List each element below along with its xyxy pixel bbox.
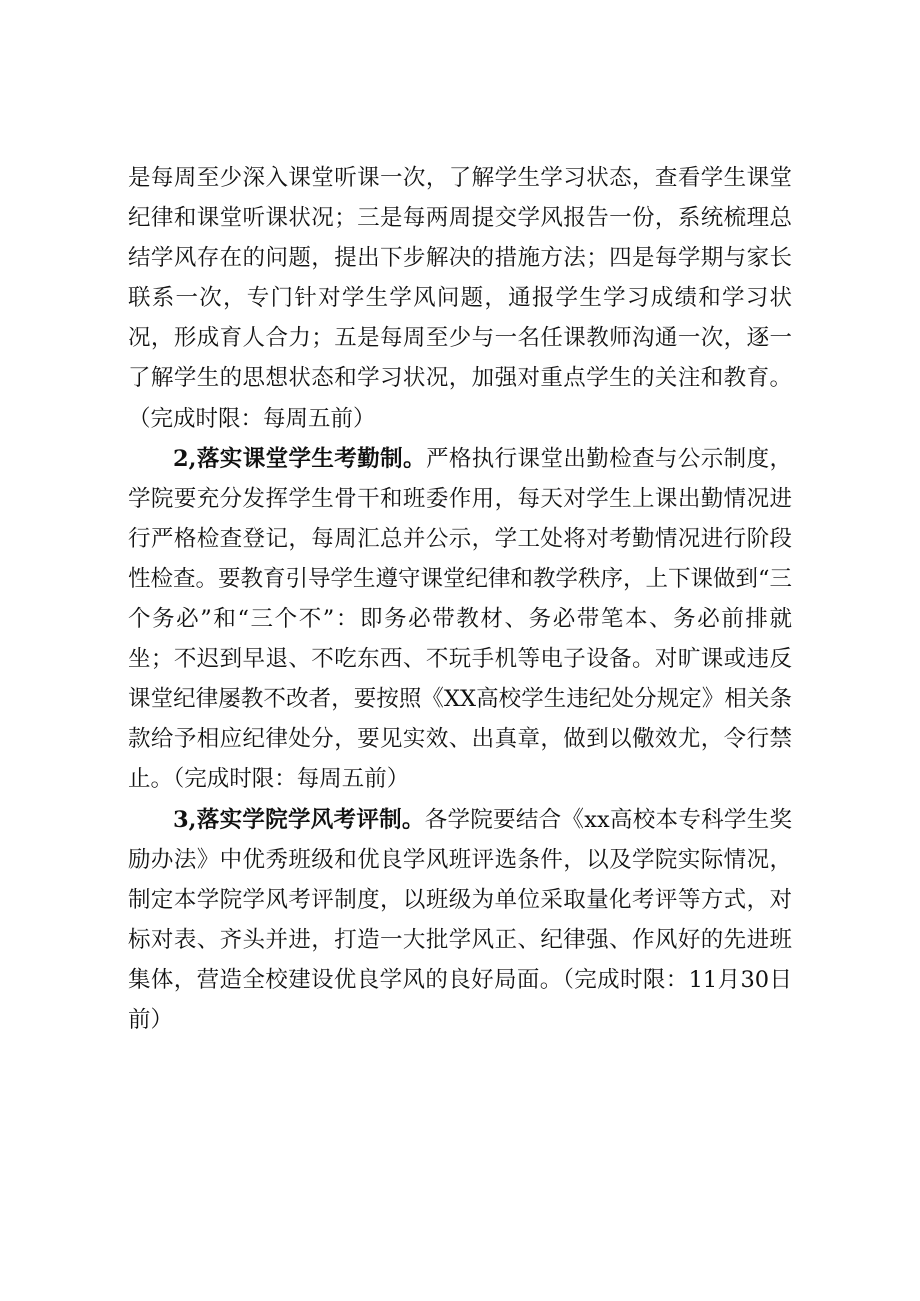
- paragraph-3: [128, 800, 792, 1041]
- paragraph-1: [128, 158, 792, 439]
- paragraph-2-lead: 2,落实课堂学生考勤制。: [173, 445, 426, 472]
- paragraph-2: [128, 439, 792, 800]
- paragraph-3-lead: 3,落实学院学风考评制。: [173, 806, 425, 833]
- document-body: [128, 158, 792, 1040]
- paragraph-1-text: 是每周至少深入课堂听课一次，了解学生学习状态，查看学生课堂纪律和课堂听课状况；三是每两周提交学风报告一份，系统梳理总结学风存在的问题，提出下步解决的措施方法；四是每学期与家长联系一次，专门针对学生学风问题，通报学生学习成绩和学习状况，形成育人合力；五是每周至少与一名任课教师沟通一次，逐一了解学生的思想状态和学习状况，加强对重点学生的关注和教育。（完成时限：每周五前）: [128, 165, 792, 432]
- paragraph-2-text: 严格执行课堂出勤检查与公示制度，学院要充分发挥学生骨干和班委作用，每天对学生上课出勤情况进行严格检查登记，每周汇总并公示，学工处将对考勤情况进行阶段性检查。要教育引导学生遵守课堂纪律和教学秩序，上下课做到“三个务必”和“三个不”：即务必带教材、务必带笔本、务必前排就坐；不迟到早退、不吃东西、不玩手机等电子设备。对旷课或违反课堂纪律屡教不改者，要按照《XX高校学生违纪处分规定》相关条款给予相应纪律处分，要见实效、出真章，做到以儆效尤，令行禁止。（完成时限：每周五前）: [128, 445, 793, 793]
- paragraph-3-text: 各学院要结合《xx高校本专科学生奖励办法》中优秀班级和优良学风班评选条件，以及学院实际情况，制定本学院学风考评制度，以班级为单位采取量化考评等方式，对标对表、齐头并进，打造一大批学风正、纪律强、作风好的先进班集体，营造全校建设优良学风的良好局面。（完成时限：11月30日前）: [128, 806, 792, 1033]
